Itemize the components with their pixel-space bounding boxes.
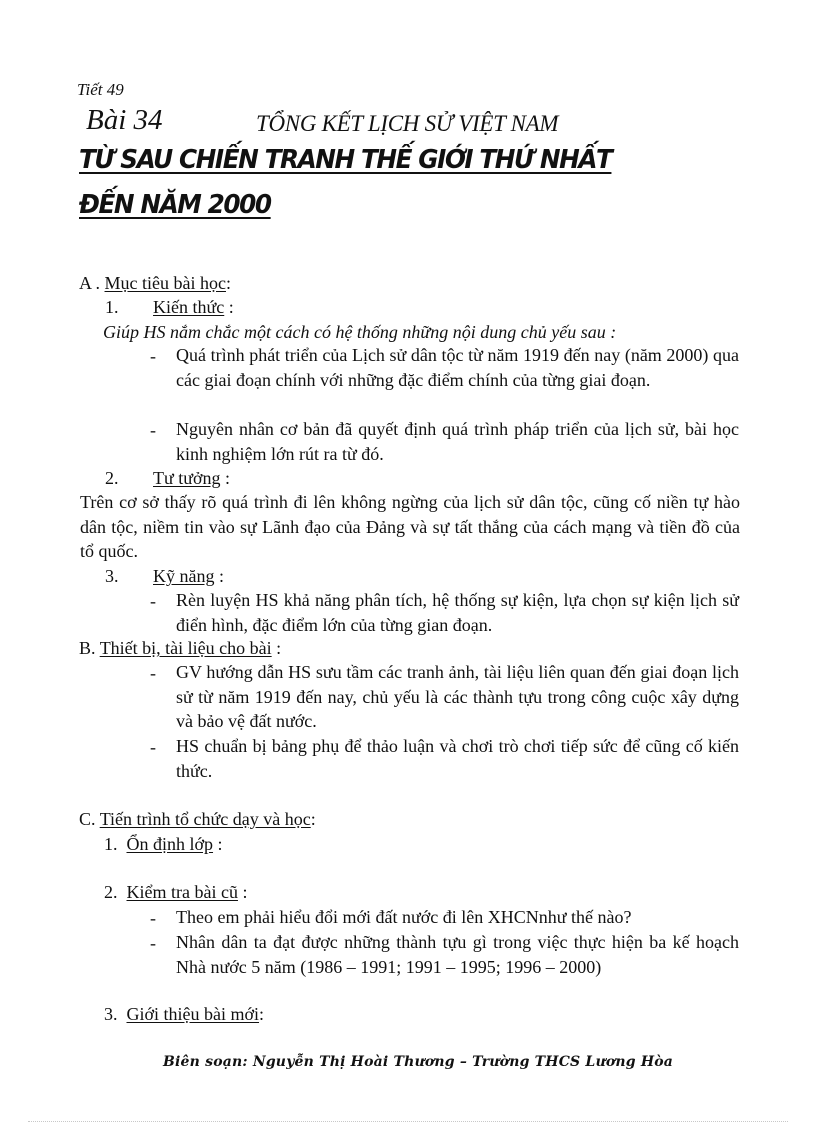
ideology-heading: Tư tưởng : [153,468,231,488]
bullet-dash: - [150,933,156,953]
knowledge-heading: Kiến thức : [153,297,234,317]
knowledge-intro: Giúp HS nắm chắc một cách có hệ thống những nội dung chủ yếu sau : [103,322,617,342]
bullet-dash: - [150,346,156,366]
lesson-number: Tiết 49 [77,80,124,99]
subtitle-line-2: ĐẾN NĂM 2000 [79,190,271,220]
knowledge-item: Quá trình phát triển của Lịch sử dân tộc từ năm 1919 đến nay (năm 2000) qua các giai đoạn chính với những đặc điểm chính của từng giai đoạn. [176,345,739,390]
bullet-dash: - [150,737,156,757]
knowledge-number: 1. [105,297,119,317]
ideology-number: 2. [105,468,119,488]
bullet-dash: - [150,663,156,683]
bullet-dash: - [150,908,156,928]
lesson-title: Bài 34 [86,104,163,136]
subtitle-line-1: TỪ SAU CHIẾN TRANH THẾ GIỚI THỨ NHẤT [79,145,612,175]
equipment-item: HS chuẩn bị bảng phụ để thảo luận và chơi trò chơi tiếp sức để cũng cố kiến thức. [176,736,739,781]
ideology-text: Trên cơ sở thấy rõ quá trình đi lên không ngừng của lịch sử dân tộc, cũng cố niền tự hào dân tộc, niềm tin vào sự Lãnh đạo của Đảng và sự tất thắng của cách mạng và tiền đồ của tổ quốc. [80,492,740,561]
equipment-item: GV hướng dẫn HS sưu tầm các tranh ảnh, tài liệu liên quan đến giai đoạn lịch sử từ năm 1919 đến nay, chủ yếu là các thành tựu trong công cuộc xây dựng và bảo vệ đất nước. [176,662,739,731]
page-bottom-dotted-line [28,1121,788,1122]
skills-item: Rèn luyện HS khả năng phân tích, hệ thống sự kiện, lựa chọn sự kiện lịch sử điển hình, đặc điểm lớn của từng gian đoạn. [176,590,739,635]
skills-heading: Kỹ năng : [153,566,225,586]
question-item: Theo em phải hiểu đổi mới đất nước đi lên XHCNnhư thế nào? [176,907,632,927]
section-c-heading: C. Tiến trình tổ chức dạy và học: [79,809,316,829]
main-heading: TỔNG KẾT LỊCH SỬ VIỆT NAM [256,111,559,136]
stabilize-class-item: 1. Ổn định lớp : [104,834,223,854]
skills-number: 3. [105,566,119,586]
author-footer: Biên soạn: Nguyễn Thị Hoài Thương – Trường THCS Lương Hòa [163,1054,674,1070]
bullet-dash: - [150,420,156,440]
question-item: Nhân dân ta đạt được những thành tựu gì trong việc thực hiện ba kế hoạch Nhà nước 5 năm (1986 – 1991; 1991 – 1995; 1996 – 2000) [176,932,739,977]
section-b-heading: B. Thiết bị, tài liệu cho bài : [79,638,282,658]
knowledge-item: Nguyên nhân cơ bản đã quyết định quá trình pháp triển của lịch sử, bài học kinh nghiệm lớn rút ra từ đó. [176,419,739,464]
old-lesson-check-item: 2. Kiểm tra bài cũ : [104,882,248,902]
section-a-heading: A . Mục tiêu bài học: [79,273,231,293]
bullet-dash: - [150,591,156,611]
new-lesson-intro-item: 3. Giới thiệu bài mới: [104,1004,265,1024]
